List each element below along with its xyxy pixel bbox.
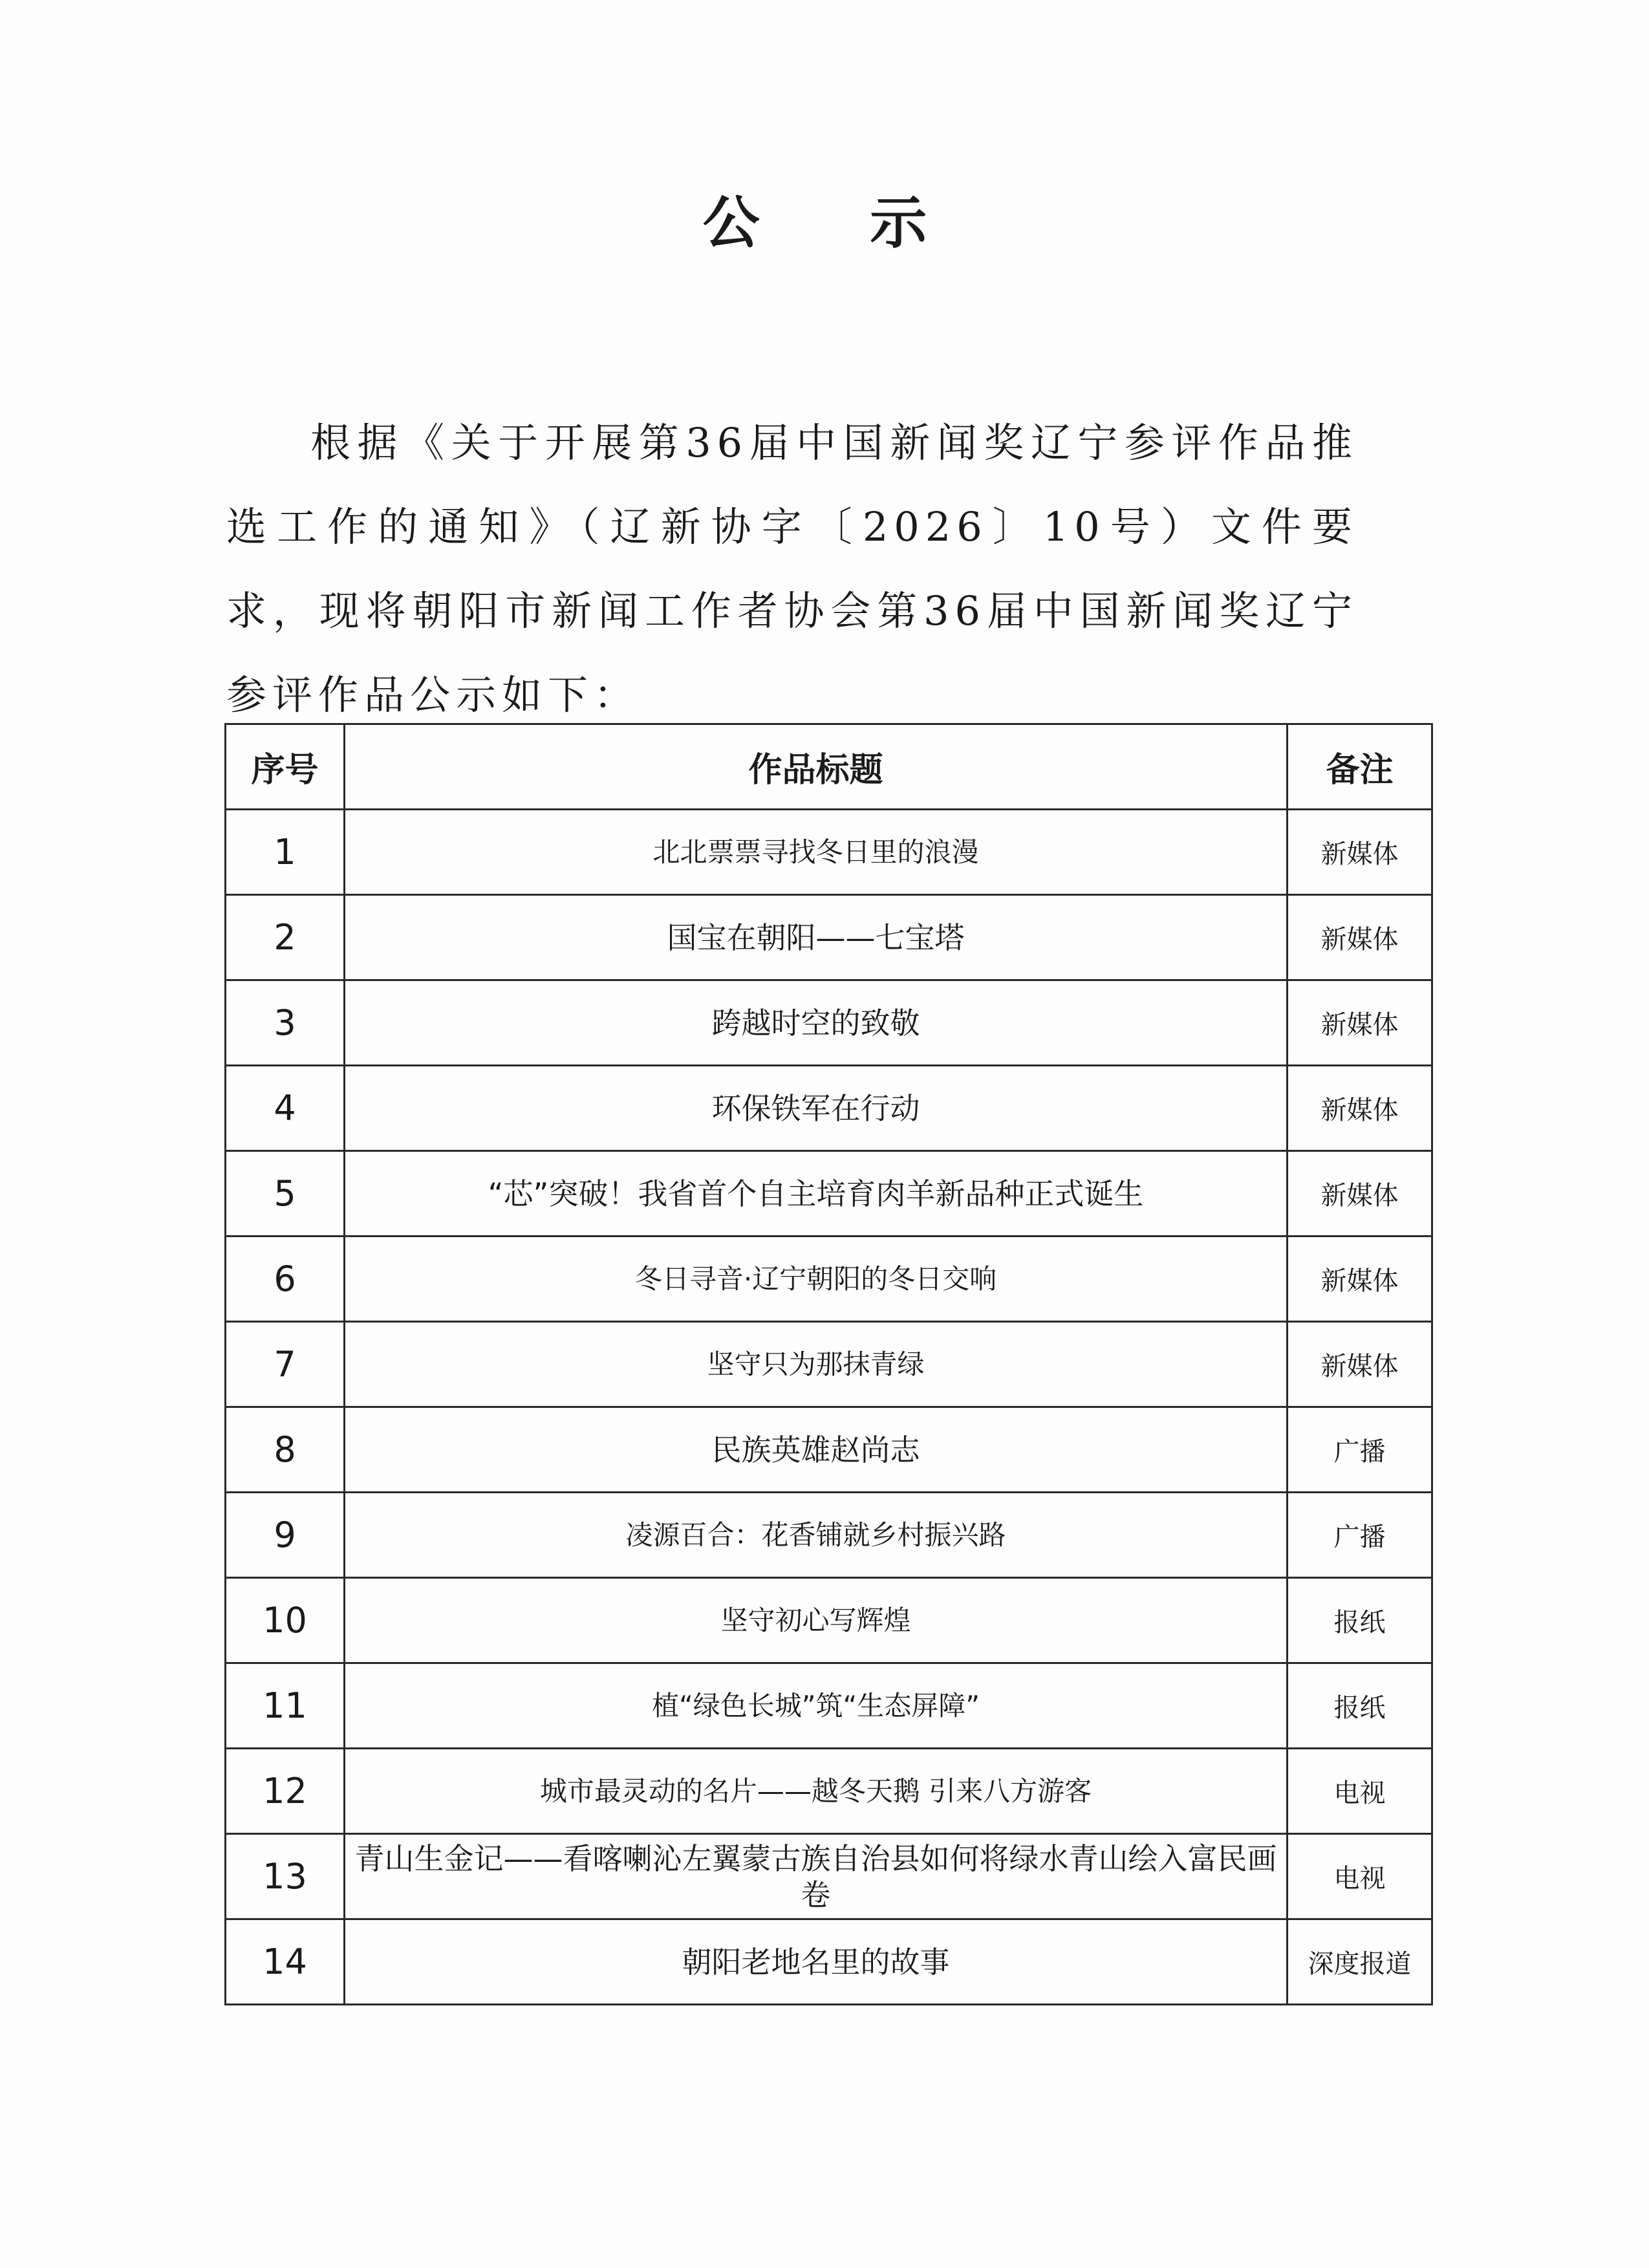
row-title: 植“绿色长城”筑“生态屏障” (345, 1663, 1288, 1749)
row-number: 9 (226, 1493, 345, 1578)
table-row (226, 810, 1432, 895)
row-number: 14 (226, 1919, 345, 2005)
row-title: 国宝在朝阳——七宝塔 (345, 895, 1288, 980)
row-note: 电视 (1288, 1834, 1432, 1919)
row-note: 新媒体 (1288, 1237, 1432, 1322)
header-note: 备注 (1288, 724, 1432, 810)
table-row (226, 980, 1432, 1066)
row-note: 新媒体 (1288, 895, 1432, 980)
row-note: 深度报道 (1288, 1919, 1432, 2005)
row-note: 广播 (1288, 1493, 1432, 1578)
row-title: 坚守初心写辉煌 (345, 1578, 1288, 1663)
table-row (226, 1407, 1432, 1493)
row-title: 城市最灵动的名片——越冬天鹅 引来八方游客 (345, 1749, 1288, 1834)
row-number: 10 (226, 1578, 345, 1663)
table-row (226, 1493, 1432, 1578)
table-row (226, 1322, 1432, 1407)
row-note: 新媒体 (1288, 980, 1432, 1066)
row-title: 环保铁军在行动 (345, 1066, 1288, 1151)
row-number: 8 (226, 1407, 345, 1493)
row-note: 新媒体 (1288, 1066, 1432, 1151)
row-number: 13 (226, 1834, 345, 1919)
table-row (226, 1663, 1432, 1749)
row-title: “芯”突破！我省首个自主培育肉羊新品种正式诞生 (345, 1151, 1288, 1237)
row-title: 青山生金记——看喀喇沁左翼蒙古族自治县如何将绿水青山绘入富民画卷 (345, 1834, 1288, 1919)
row-number: 2 (226, 895, 345, 980)
row-number: 1 (226, 810, 345, 895)
table-row (226, 1578, 1432, 1663)
table-row (226, 895, 1432, 980)
works-table (224, 723, 1433, 2005)
table-row (226, 1237, 1432, 1322)
row-note: 新媒体 (1288, 810, 1432, 895)
table-row (226, 1834, 1432, 1919)
row-title: 跨越时空的致敬 (345, 980, 1288, 1066)
table-row (226, 1919, 1432, 2005)
table-row (226, 1749, 1432, 1834)
row-number: 6 (226, 1237, 345, 1322)
page-title: 公 示 (702, 189, 973, 256)
header-number: 序号 (226, 724, 345, 810)
row-note: 电视 (1288, 1749, 1432, 1834)
row-number: 5 (226, 1151, 345, 1237)
header-title: 作品标题 (345, 724, 1288, 810)
row-number: 7 (226, 1322, 345, 1407)
table-row (226, 1066, 1432, 1151)
row-title: 坚守只为那抹青绿 (345, 1322, 1288, 1407)
row-title: 凌源百合：花香铺就乡村振兴路 (345, 1493, 1288, 1578)
works-table-container (224, 723, 1431, 2005)
table-header-row (226, 724, 1432, 810)
row-number: 11 (226, 1663, 345, 1749)
row-note: 新媒体 (1288, 1322, 1432, 1407)
row-number: 3 (226, 980, 345, 1066)
row-title: 北北票票寻找冬日里的浪漫 (345, 810, 1288, 895)
row-title: 冬日寻音·辽宁朝阳的冬日交响 (345, 1237, 1288, 1322)
row-note: 报纸 (1288, 1663, 1432, 1749)
row-title: 朝阳老地名里的故事 (345, 1919, 1288, 2005)
row-number: 12 (226, 1749, 345, 1834)
table-row (226, 1151, 1432, 1237)
row-number: 4 (226, 1066, 345, 1151)
row-note: 广播 (1288, 1407, 1432, 1493)
row-note: 报纸 (1288, 1578, 1432, 1663)
row-title: 民族英雄赵尚志 (345, 1407, 1288, 1493)
row-note: 新媒体 (1288, 1151, 1432, 1237)
intro-paragraph: 根据《关于开展第36届中国新闻奖辽宁参评作品推选工作的通知》（辽新协字〔2026〕10号）文件要求，现将朝阳市新闻工作者协会第36届中国新闻奖辽宁参评作品公示如下： (226, 419, 1358, 718)
